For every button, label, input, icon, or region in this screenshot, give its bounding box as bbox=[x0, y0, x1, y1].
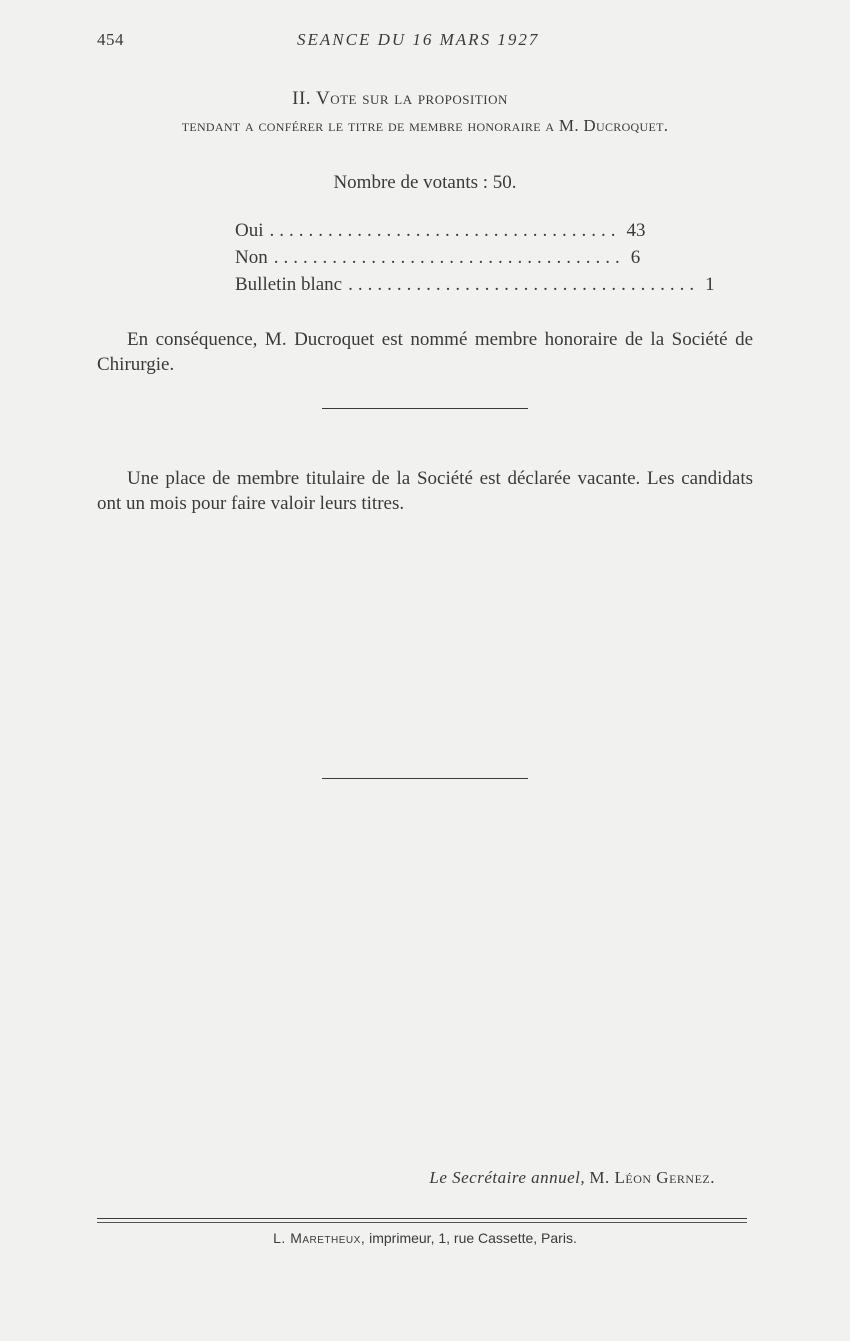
signature-role: Le Secrétaire annuel, bbox=[429, 1168, 586, 1187]
vote-count: 6 bbox=[630, 247, 641, 268]
dot-leader: .................................... bbox=[273, 247, 625, 268]
vote-row-non bbox=[235, 247, 641, 274]
result-paragraph bbox=[97, 327, 753, 377]
signature-name: M. Léon Gernez. bbox=[589, 1168, 715, 1187]
voters-count: Nombre de votants : 50. bbox=[333, 172, 517, 193]
section-title: II. Vote sur la proposition bbox=[292, 88, 508, 109]
printer-address: imprimeur, 1, rue Cassette, Paris. bbox=[369, 1230, 577, 1246]
vote-results bbox=[235, 220, 715, 301]
vote-label: Oui bbox=[235, 220, 264, 241]
section-subtitle: tendant a conférer le titre de membre honoraire a M. Ducroquet. bbox=[181, 116, 669, 135]
page-number: 454 bbox=[97, 30, 124, 49]
vote-label: Non bbox=[235, 247, 268, 268]
running-head: SEANCE DU 16 MARS 1927 bbox=[297, 30, 540, 49]
vacancy-paragraph bbox=[97, 466, 753, 516]
footer-rule bbox=[97, 1222, 747, 1223]
vote-row-bulletin-blanc bbox=[235, 274, 715, 301]
dot-leader: .................................... bbox=[348, 274, 700, 295]
section-divider bbox=[322, 408, 528, 409]
footer-rule bbox=[97, 1218, 747, 1219]
signature bbox=[429, 1168, 715, 1188]
printer-name: L. Maretheux, bbox=[273, 1230, 366, 1246]
dot-leader: .................................... bbox=[269, 220, 621, 241]
result-text: En conséquence, M. Ducroquet est nommé membre honoraire de la Société de Chirurgie. bbox=[97, 329, 753, 375]
vote-count: 43 bbox=[626, 220, 646, 241]
printer-imprint bbox=[0, 1230, 850, 1246]
vote-label: Bulletin blanc bbox=[235, 274, 343, 295]
vote-row-oui bbox=[235, 220, 646, 247]
section-divider bbox=[322, 778, 528, 779]
page-header bbox=[97, 30, 553, 54]
vacancy-text: Une place de membre titulaire de la Société est déclarée vacante. Les candidats ont un mois pour faire valoir leurs titres. bbox=[97, 468, 753, 514]
vote-count: 1 bbox=[705, 274, 715, 295]
